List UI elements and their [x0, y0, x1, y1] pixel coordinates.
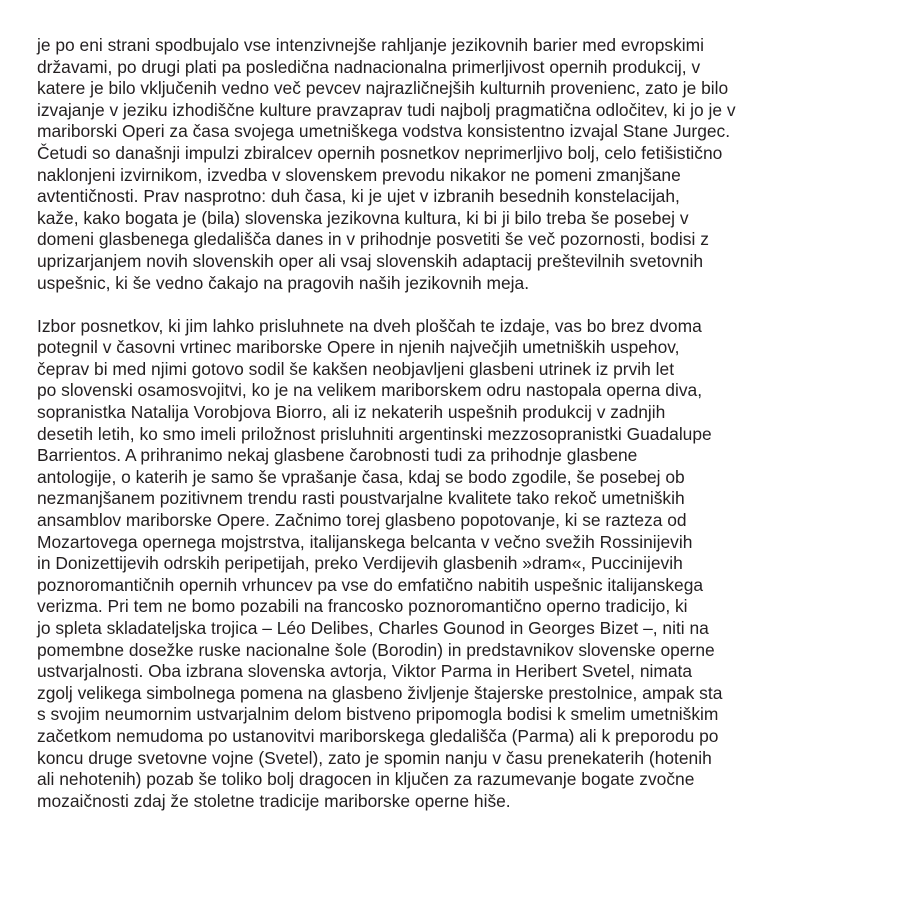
- text-line: po slovenski osamosvojitvi, ko je na velikem mariborskem odru nastopala operna diva,: [37, 380, 703, 401]
- text-line: Četudi so današnji impulzi zbiralcev opernih posnetkov neprimerljivo bolj, celo fetišistično: [37, 142, 723, 163]
- text-line: nezmanjšanem pozitivnem trendu rasti poustvarjalne kvalitete tako rekoč umetniških: [37, 488, 685, 509]
- text-line: katere je bilo vključenih vedno več pevcev najrazličnejših kulturnih provenienc, zato je bilo: [37, 78, 729, 99]
- paragraph-2: [37, 316, 870, 813]
- text-line: desetih letih, ko smo imeli priložnost prisluhniti argentinski mezzosopranistki Guadalupe: [37, 423, 712, 444]
- text-line: zgolj velikega simbolnega pomena na glasbeno življenje štajerske prestolnice, ampak sta: [37, 682, 723, 703]
- text-line: uprizarjanjem novih slovenskih oper ali vsaj slovenskih adaptacij preštevilnih svetovnih: [37, 250, 704, 271]
- text-line: ali nehotenih) pozab še toliko bolj dragocen in ključen za razumevanje bogate zvočne: [37, 769, 695, 790]
- text-line: jo spleta skladateljska trojica – Léo Delibes, Charles Gounod in Georges Bizet –, niti na: [37, 617, 709, 638]
- text-line: s svojim neumornim ustvarjalnim delom bistveno pripomogla bodisi k smelim umetniškim: [37, 704, 719, 725]
- text-line: kaže, kako bogata je (bila) slovenska jezikovna kultura, ki bi ji bilo treba še posebej v: [37, 207, 689, 228]
- text-line: avtentičnosti. Prav nasprotno: duh časa, ki je ujet v izbranih besednih konstelacijah,: [37, 186, 680, 207]
- text-line: uspešnic, ki še vedno čakajo na pragovih naših jezikovnih meja.: [37, 272, 530, 293]
- text-line: Mozartovega opernega mojstrstva, italijanskega belcanta v večno svežih Rossinijevih: [37, 531, 693, 552]
- text-line: potegnil v časovni vrtinec mariborske Opere in njenih največjih umetniških uspehov,: [37, 337, 680, 358]
- text-line: državami, po drugi plati pa posledična nadnacionalna primerljivost opernih produkcij, v: [37, 56, 701, 77]
- text-line: verizma. Pri tem ne bomo pozabili na francosko poznoromantično operno tradicijo, ki: [37, 596, 688, 617]
- paragraph-1: [37, 35, 870, 294]
- text-line: Barrientos. A prihranimo nekaj glasbene čarobnosti tudi za prihodnje glasbene: [37, 445, 638, 466]
- text-line: mozaičnosti zdaj že stoletne tradicije mariborske operne hiše.: [37, 790, 511, 811]
- text-line: pomembne dosežke ruske nacionalne šole (Borodin) in predstavnikov slovenske operne: [37, 639, 715, 660]
- text-line: poznoromantičnih opernih vrhuncev pa vse do emfatično nabitih uspešnic italijanskega: [37, 574, 704, 595]
- text-line: ustvarjalnosti. Oba izbrana slovenska avtorja, Viktor Parma in Heribert Svetel, nimata: [37, 661, 693, 682]
- text-line: čeprav bi med njimi gotovo sodil še kakšen neobjavljeni glasbeni utrinek iz prvih let: [37, 358, 675, 379]
- text-line: Izbor posnetkov, ki jim lahko prisluhnete na dveh ploščah te izdaje, vas bo brez dvoma: [37, 315, 702, 336]
- text-line: naklonjeni izvirnikom, izvedba v slovenskem prevodu nikakor ne pomeni zmanjšane: [37, 164, 681, 185]
- text-line: in Donizettijevih odrskih peripetijah, preko Verdijevih glasbenih »dram«, Puccinijevih: [37, 553, 683, 574]
- text-line: sopranistka Natalija Vorobjova Biorro, ali iz nekaterih uspešnih produkcij v zadnjih: [37, 402, 666, 422]
- text-line: začetkom nemudoma po ustanovitvi mariborskega gledališča (Parma) ali k preporodu po: [37, 725, 719, 746]
- text-line: antologije, o katerih je samo še vprašanje časa, kdaj se bodo zgodile, še posebej ob: [37, 466, 685, 487]
- text-line: koncu druge svetovne vojne (Svetel), zato je spomin nanju v času prenekaterih (hotenih: [37, 747, 712, 768]
- text-line: izvajanje v jeziku izhodiščne kulture pravzaprav tudi najbolj pragmatična odločitev, ki jo je v: [37, 99, 736, 120]
- text-line: ansamblov mariborske Opere. Začnimo torej glasbeno popotovanje, ki se razteza od: [37, 509, 687, 530]
- text-line: mariborski Operi za časa svojega umetniškega vodstva konsistentno izvajal Stane Jurgec.: [37, 121, 731, 142]
- text-line: je po eni strani spodbujalo vse intenzivnejše rahljanje jezikovnih barier med evropskimi: [37, 35, 704, 55]
- text-line: domeni glasbenega gledališča danes in v prihodnje posvetiti še več pozornosti, bodisi z: [37, 229, 709, 250]
